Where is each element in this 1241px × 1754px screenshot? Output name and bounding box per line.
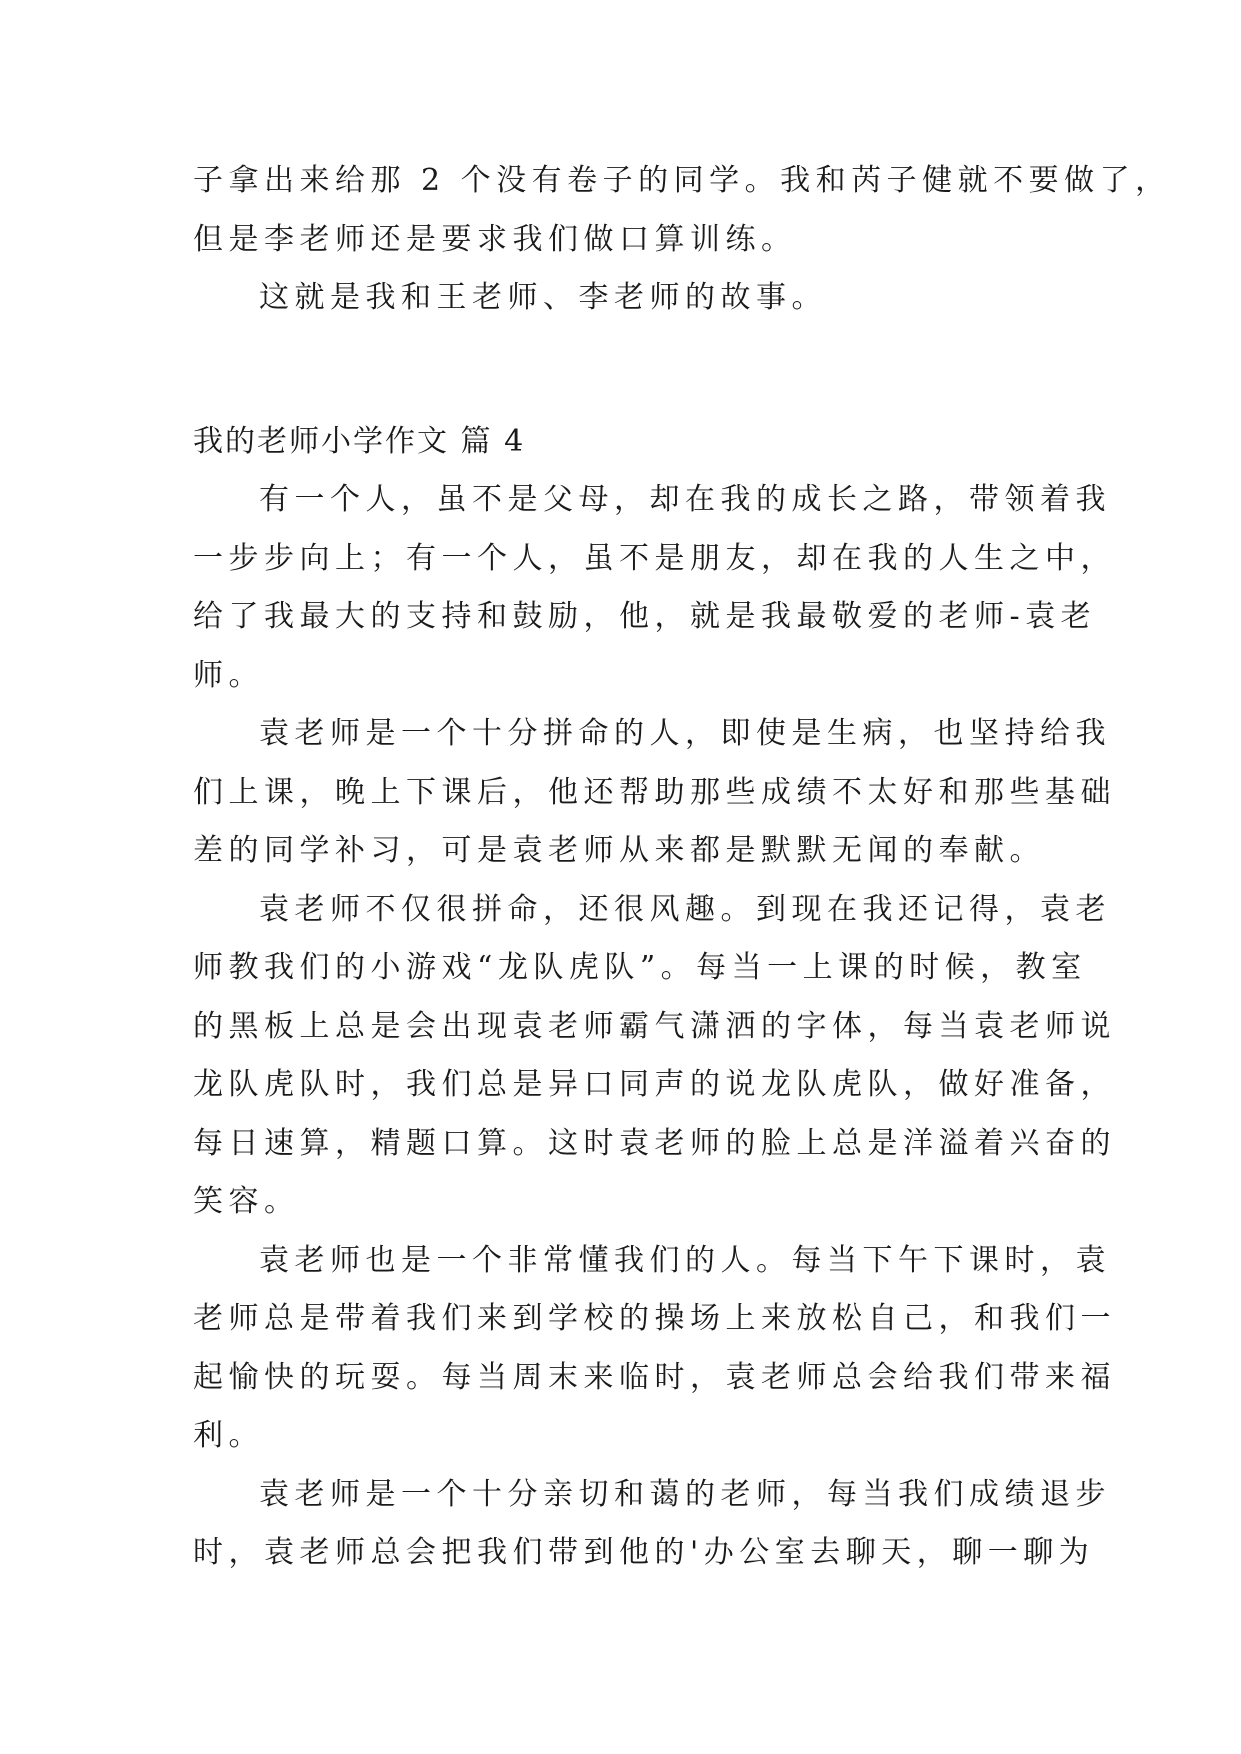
text-line: 老师总是带着我们来到学校的操场上来放松自己，和我们一 <box>193 1301 1116 1336</box>
text-line: 起愉快的玩耍。每当周末来临时，袁老师总会给我们带来福 <box>193 1359 1116 1395</box>
text-line: 袁老师是一个十分亲切和蔼的老师，每当我们成绩退步 <box>259 1476 1111 1512</box>
text-line: 每日速算，精题口算。这时袁老师的脸上总是洋溢着兴奋的 <box>193 1125 1116 1161</box>
text-line: 给了我最大的支持和鼓励，他，就是我最敬爱的老师-袁老 <box>193 599 1097 634</box>
text-line: 时，袁老师总会把我们带到他的'办公室去聊天，聊一聊为 <box>193 1535 1095 1570</box>
text-line: 利。 <box>193 1418 264 1453</box>
text-line: 袁老师是一个十分拼命的人，即使是生病，也坚持给我 <box>259 716 1111 751</box>
text-line: 师教我们的小游戏“龙队虎队”。每当一上课的时候，教室 <box>193 950 1087 985</box>
text-line: 袁老师也是一个非常懂我们的人。每当下午下课时，袁 <box>259 1242 1111 1278</box>
text-line: 们上课，晚上下课后，他还帮助那些成绩不太好和那些基础 <box>193 774 1116 810</box>
text-line: 的黑板上总是会出现袁老师霸气潇洒的字体，每当袁老师说 <box>193 1008 1116 1044</box>
text-line: 但是李老师还是要求我们做口算训练。 <box>193 221 797 257</box>
section-heading: 我的老师小学作文 篇 4 <box>193 423 526 459</box>
text-line: 子拿出来给那 2 个没有卷子的同学。我和芮子健就不要做了， <box>193 163 1171 198</box>
closing-line: 这就是我和王老师、李老师的故事。 <box>259 280 827 315</box>
section-gap <box>193 328 1048 413</box>
text-line: 差的同学补习，可是袁老师从来都是默默无闻的奉献。 <box>193 833 1045 868</box>
text-line: 笑容。 <box>193 1184 300 1219</box>
text-line: 龙队虎队时，我们总是异口同声的说龙队虎队，做好准备， <box>193 1067 1116 1102</box>
text-line: 师。 <box>193 657 264 693</box>
text-line: 袁老师不仅很拼命，还很风趣。到现在我还记得，袁老 <box>259 891 1111 927</box>
document-body <box>193 152 1171 1583</box>
text-line: 有一个人，虽不是父母，却在我的成长之路，带领着我 <box>259 482 1111 517</box>
text-line: 一步步向上；有一个人，虽不是朋友，却在我的人生之中， <box>193 540 1116 576</box>
